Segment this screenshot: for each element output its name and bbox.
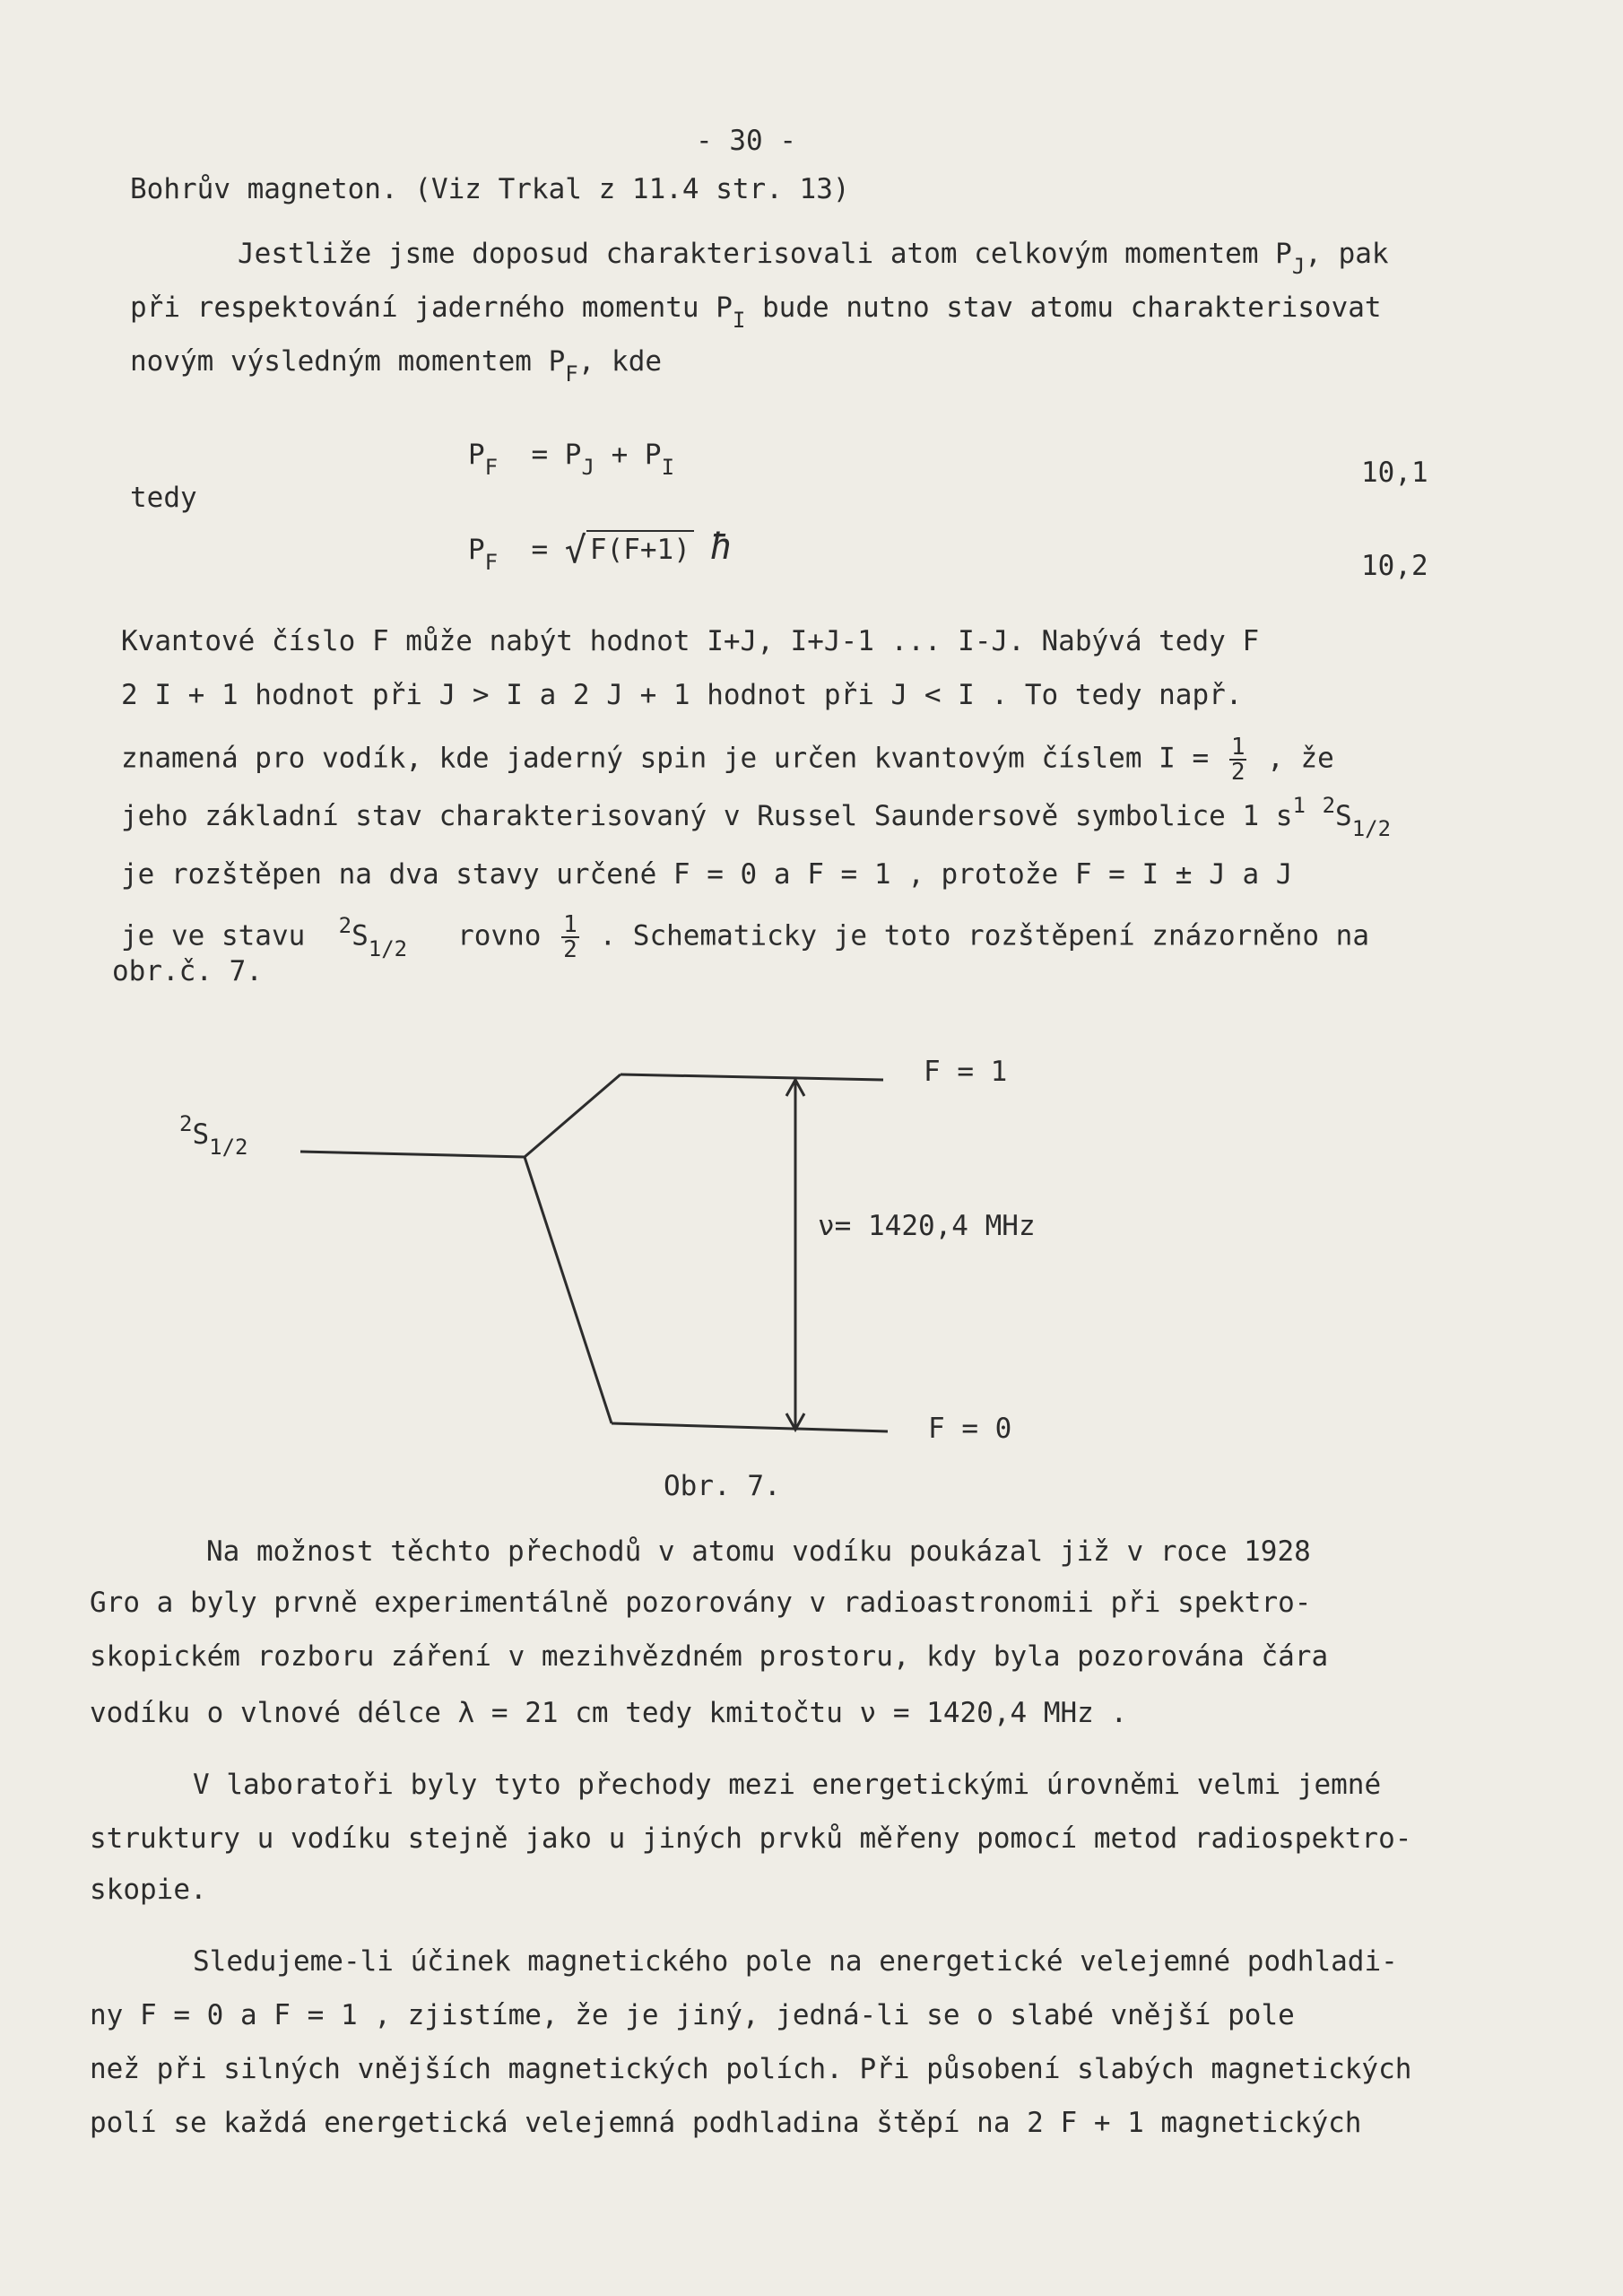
text-line: skopickém rozboru záření v mezihvězdném prostoru, kdy byla pozorována čára bbox=[90, 1640, 1329, 1673]
text-line: Jestliže jsme doposud charakterisovali atom celkovým momentem $P_J$, pak bbox=[238, 238, 1389, 279]
upper-branch-line bbox=[525, 1074, 621, 1157]
text-line: 2 I + 1 hodnot při J > I a 2 J + 1 hodnot při J < I . To tedy např. bbox=[121, 679, 1243, 711]
equation-10-2: $P_F$ = √ F(F+1) ħ bbox=[468, 526, 733, 575]
text-line: Bohrův magneton. (Viz Trkal z 11.4 str. 13) bbox=[130, 173, 850, 205]
text-line: vodíku o vlnové délce λ = 21 cm tedy kmitočtu ν = 1420,4 MHz . bbox=[90, 1697, 1128, 1729]
text-line: polí se každá energetická velejemná podhladina štěpí na 2 F + 1 magnetických bbox=[90, 2107, 1362, 2139]
fraction: $\frac{1}{2}$ bbox=[1230, 734, 1245, 786]
text-line: Na možnost těchto přechodů v atomu vodíku poukázal již v roce 1928 bbox=[206, 1535, 1311, 1568]
text-line: V laboratoři byly tyto přechody mezi energetickými úrovněmi velmi jemné bbox=[193, 1769, 1382, 1801]
text-line: znamená pro vodík, kde jaderný spin je určen kvantovým číslem I = $\frac{1}{2}$ , že bbox=[121, 734, 1334, 786]
tedy-label: tedy bbox=[130, 482, 197, 514]
ground-level-line bbox=[300, 1152, 525, 1157]
text-line: novým výsledným momentem $P_F$, kde bbox=[130, 345, 663, 387]
text-line: jeho základní stav charakterisovaný v Russel Saundersově symbolice 1 $s^1$ $^2S_{1/2}$ bbox=[121, 793, 1392, 841]
text-line: Gro a byly prvně experimentálně pozorovány v radioastronomii při spektro- bbox=[90, 1587, 1312, 1619]
figure-upper-label: F = 1 bbox=[924, 1056, 1008, 1088]
text-line: ny F = 0 a F = 1 , zjistíme, že je jiný, jedná-li se o slabé vnější pole bbox=[90, 1999, 1295, 2031]
figure-lower-label: F = 0 bbox=[928, 1413, 1012, 1445]
fraction: $\frac{1}{2}$ bbox=[563, 911, 577, 963]
text-line: při respektování jaderného momentu $P_I$ bude nutno stav atomu charakterisovat bbox=[130, 291, 1382, 333]
text-line: obr.č. 7. bbox=[112, 955, 263, 987]
equation-number: 10,2 bbox=[1361, 550, 1428, 582]
lower-level-line bbox=[612, 1423, 888, 1431]
figure-caption: Obr. 7. bbox=[664, 1470, 781, 1502]
text-line: Sledujeme-li účinek magnetického pole na energetické velejemné podhladi- bbox=[193, 1945, 1398, 1978]
lower-branch-line bbox=[525, 1157, 612, 1423]
text-line: než při silných vnějších magnetických polích. Při působení slabých magnetických bbox=[90, 2053, 1412, 2085]
text-line: je rozštěpen na dva stavy určené F = 0 a F = 1 , protože F = I ± J a J bbox=[121, 858, 1293, 891]
equation-10-1: $P_F = P_J + P_I$ bbox=[468, 439, 675, 480]
text-line: Kvantové číslo F může nabýt hodnot I+J, I+J-1 ... I-J. Nabývá tedy F bbox=[121, 625, 1260, 657]
text-line: struktury u vodíku stejně jako u jiných prvků měřeny pomocí metod radiospektro- bbox=[90, 1822, 1412, 1855]
figure-state-label: $^2S_{1/2}$ bbox=[179, 1111, 248, 1160]
text-line: skopie. bbox=[90, 1874, 207, 1906]
page-number: - 30 - bbox=[696, 125, 796, 157]
equation-number: 10,1 bbox=[1361, 457, 1428, 489]
text-line: je ve stavu $^2S_{1/2}$ rovno $\frac{1}{2}$ . Schematicky je toto rozštěpení znázorněno na bbox=[121, 911, 1369, 963]
upper-level-line bbox=[621, 1074, 883, 1080]
figure-frequency-label: ν= 1420,4 MHz bbox=[818, 1210, 1036, 1242]
